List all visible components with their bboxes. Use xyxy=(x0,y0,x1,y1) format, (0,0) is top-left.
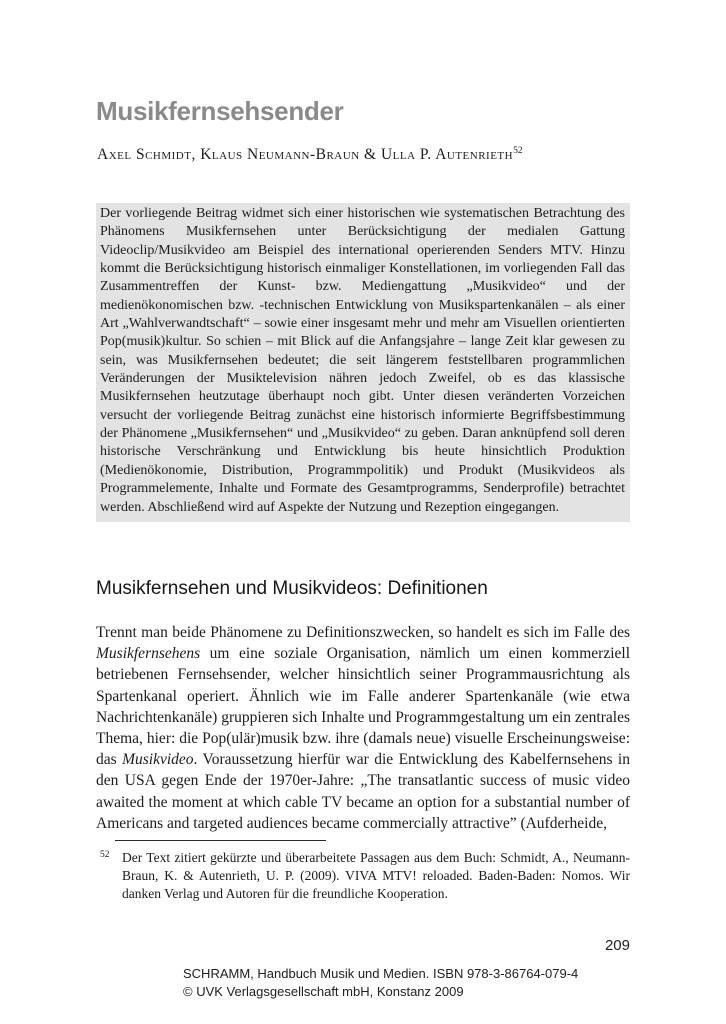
body-paragraph: Trennt man beide Phänomene zu Definitionszwecken, so handelt es sich im Falle des Musikfernsehens um eine soziale Organisation, nämlich um einen kommerziell betriebenen Fernsehsender, welcher hinsichtlich seiner Programmausrichtung als Spartenkanal operiert. Ähnlich wie im Falle anderer Spartenkanäle (wie etwa Nachrichtenkanäle) gruppieren sich Inhalte und Programmgestaltung um ein zentrales Thema, hier: die Pop(ulär)musik bzw. ihre (damals neue) visuelle Erscheinungsweise: das Musikvideo. Voraussetzung hierfür war die Entwicklung des Kabelfernsehens in den USA gegen Ende der 1970er-Jahre: „The transatlantic success of music video awaited the moment at which cable TV became an option for a substantial number of Americans and targeted audiences became commercially attractive” (Aufderheide, xyxy=(96,624,630,832)
author-names: Axel Schmidt, Klaus Neumann-Braun & Ulla P. Autenrieth xyxy=(97,146,514,163)
footnote-divider xyxy=(115,840,326,841)
publisher-footer xyxy=(183,965,643,1000)
footnote-ref-superscript: 52 xyxy=(513,146,523,156)
footnote-text: Der Text zitiert gekürzte und überarbeitete Passagen aus dem Buch: Schmidt, A., Neumann-Braun, K. & Autenrieth, U. P. (2009). VIVA MTV! reloaded. Baden-Baden: Nomos. Wir danken Verlag und Autoren für die freundliche Kooperation. xyxy=(122,850,630,901)
abstract-text: Der vorliegende Beitrag widmet sich einer historischen wie systematischen Betrachtung des Phänomens Musikfernsehen unter Berücksichtigung der medialen Gattung Videoclip/Musikvideo am Beispiel des international operierenden Senders MTV. Hinzu kommt die Berücksichtigung historisch einmaliger Konstellationen, im vorliegenden Fall das Zusammentreffen der Kunst- bzw. Mediengattung „Musikvideo“ und der medienökonomischen bzw. -technischen Entwicklung von Musikspartenkanälen – als einer Art „Wahlverwandtschaft“ – sowie einer insgesamt mehr und mehr am Visuellen orientierten Pop(musik)kultur. So schien – mit Blick auf die Anfangsjahre – lange Zeit klar gewesen zu sein, was Musikfernsehen bedeutet; die seit längerem feststellbaren programmlichen Veränderungen der Musiktelevision nähren jedoch Zweifel, ob es das klassische Musikfernsehen heutzutage überhaupt noch gibt. Unter diesen veränderten Vorzeichen versucht der vorliegende Beitrag zunächst eine historisch informierte Begriffsbestimmung der Phänomene „Musikfernsehen“ und „Musikvideo“ zu geben. Daran anknüpfend soll deren historische Verschränkung und Entwicklung bis heute hinsichtlich Produktion (Medienökonomie, Distribution, Programmpolitik) und Produkt (Musikvideos als Programmelemente, Inhalte und Formate des Gesamtprogramms, Senderprofile) betrachtet werden. Abschließend wird auf Aspekte der Nutzung und Rezeption eingegangen. xyxy=(100,206,625,515)
footer-line-isbn: SCHRAMM, Handbuch Musik und Medien. ISBN 978-3-86764-079-4 xyxy=(183,966,579,981)
footer-line-copyright: © UVK Verlagsgesellschaft mbH, Konstanz 2009 xyxy=(183,983,464,999)
abstract-box xyxy=(96,203,630,522)
footnote xyxy=(96,849,630,903)
footnote-marker: 52 xyxy=(100,850,110,860)
page-number: 209 xyxy=(604,937,630,954)
page-title: Musikfernsehsender xyxy=(96,96,344,126)
section-heading: Musikfernsehen und Musikvideos: Definitionen xyxy=(96,578,488,599)
authors-line xyxy=(97,146,631,164)
